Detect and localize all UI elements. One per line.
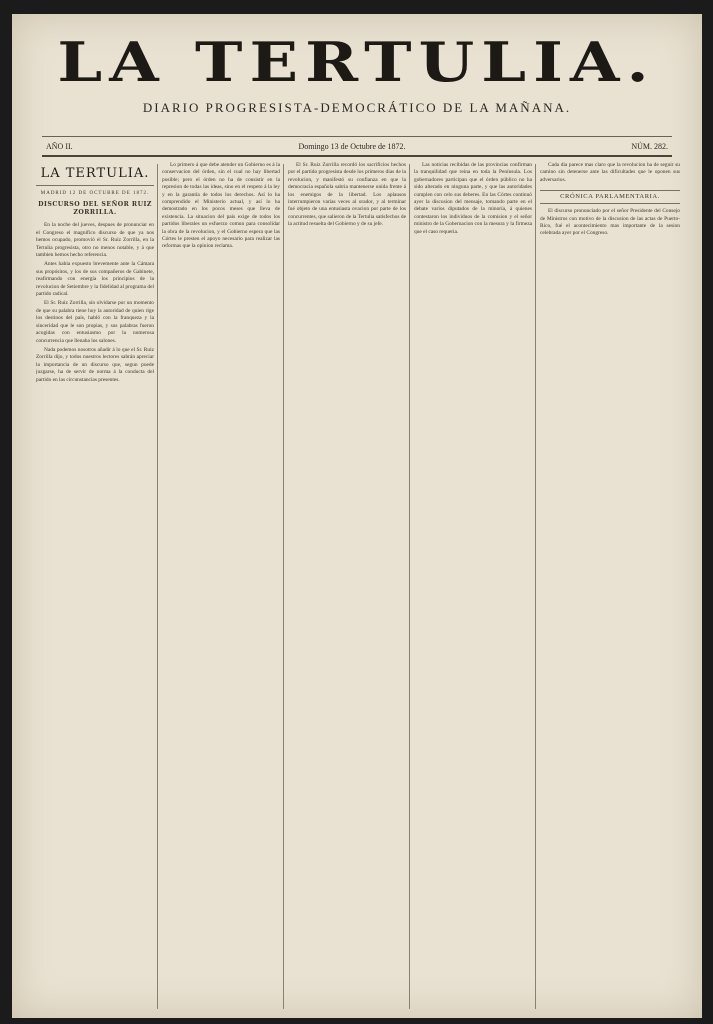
second-column <box>162 162 280 1012</box>
article-paragraph: Lo primero á que debe atender un Gobierno es á la conservacion del órden, sin el cual no hay libertad posible; pero el órden no ha de consistir en la represion de todas las ideas, sino en el respeto á la ley y en la garantía de todos los derechos. Así lo ha comprendido el Ministerio actual, y así lo ha demostrado en los pocos meses que lleva de existencia. La situacion del país exige de todos los partidos liberales un esfuerzo comun para consolidar la obra de la revolucion, y el Gobierno espera que las Córtes le presten el apoyo necesario para realizar las reformas que la opinion reclama. <box>162 162 280 250</box>
newspaper-page <box>12 14 702 1018</box>
first-column <box>36 162 154 1012</box>
article-paragraph: El Sr. Ruiz Zorrilla, sin olvidarse por un momento de que su palabra tiene hoy la autoridad de quien rige los destinos del país, habló con la franqueza y la sinceridad que le son propias, y sus palabras fueron acogidas con entusiasmo por la numerosa concurrencia que llenaba los salones. <box>36 300 154 344</box>
article-paragraph: Nada podemos nosotros añadir á lo que el Sr. Ruiz Zorrilla dijo, y todos nuestros lectores sabrán apreciar la importancia de un discurso que, segun puede juzgarse, ha de servir de norma á la conducta del partido en las circunstancias presentes. <box>36 346 154 383</box>
article-paragraph: Cada dia parece mas claro que la revolucion ha de seguir su camino sin detenerse ante las dificultades que le oponen sus adversarios. <box>540 162 680 183</box>
issue-year: AÑO II. <box>46 141 73 151</box>
newspaper-subtitle: DIARIO PROGRESISTA-DEMOCRÁTICO DE LA MAÑANA. <box>142 100 572 115</box>
fourth-column <box>414 162 532 1012</box>
article-paragraph: En la noche del jueves, despues de pronunciar en el Congreso el magnífico discurso de que ya nos hemos ocupado, promovió el Sr. Ruiz Zorrilla, en la Tertulia progresista, otro no menos notable, y á que tambien hemos hecho referencia. <box>36 222 154 259</box>
fifth-column <box>540 162 680 1012</box>
issue-info-bar <box>42 136 672 157</box>
column-divider <box>409 164 410 1009</box>
dateline: MADRID 12 DE OCTUBRE DE 1872. <box>40 191 150 196</box>
section-title: LA TERTULIA. <box>36 166 154 186</box>
chronicle-heading: CRÓNICA PARLAMENTARIA. <box>540 190 680 204</box>
column-divider <box>157 164 158 1009</box>
article-heading: DISCURSO DEL SEÑOR RUIZ ZORRILLA. <box>38 201 152 217</box>
article-paragraph: El discurso pronunciado por el señor Presidente del Consejo de Ministros con motivo de la discusion de las actas de Puerto-Rico, fué el acontecimiento mas importante de la sesion celebrada ayer por el Congreso. <box>540 208 680 237</box>
column-divider <box>535 164 536 1009</box>
newspaper-title: LA TERTULIA. <box>57 30 657 94</box>
column-divider <box>283 164 284 1009</box>
article-paragraph: Antes habia expuesto brevemente ante la Cámara sus propósitos, y los de sus compañeros de Gabinete, reafirmando con energía los principios de la revolucion de Setiembre y la fidelidad al programa del partido radical. <box>36 261 154 298</box>
article-paragraph: Las noticias recibidas de las provincias confirman la tranquilidad que reina en toda la Península. Los gobernadores participan que el órden público no ha sido alterado en ninguna parte, y que las autoridades cumplen con celo sus deberes. En las Córtes continuó ayer la discusion del mensaje, tomando parte en el debate varios diputados de la minoría, á quienes contestaron los individuos de la comision y el señor ministro de la Gobernacion con la mesura y la firmeza que el caso requeria. <box>414 162 532 235</box>
issue-number: NÚM. 282. <box>631 141 668 151</box>
masthead <box>12 32 702 140</box>
third-column <box>288 162 406 1012</box>
issue-date: Domingo 13 de Octubre de 1872. <box>298 141 406 151</box>
article-paragraph: El Sr. Ruiz Zorrilla recordó los sacrificios hechos por el partido progresista desde los primeros dias de la revolucion, y manifestó su confianza en que la democracia española sabria mantenerse unida frente á los enemigos de la libertad. Los aplausos interrumpieron varias veces al orador, y al terminar fué objeto de una entusiasta ovacion por parte de los concurrentes, que salieron de la Tertulia satisfechos de la actitud resuelta del Gobierno y de su jefe. <box>288 162 406 228</box>
